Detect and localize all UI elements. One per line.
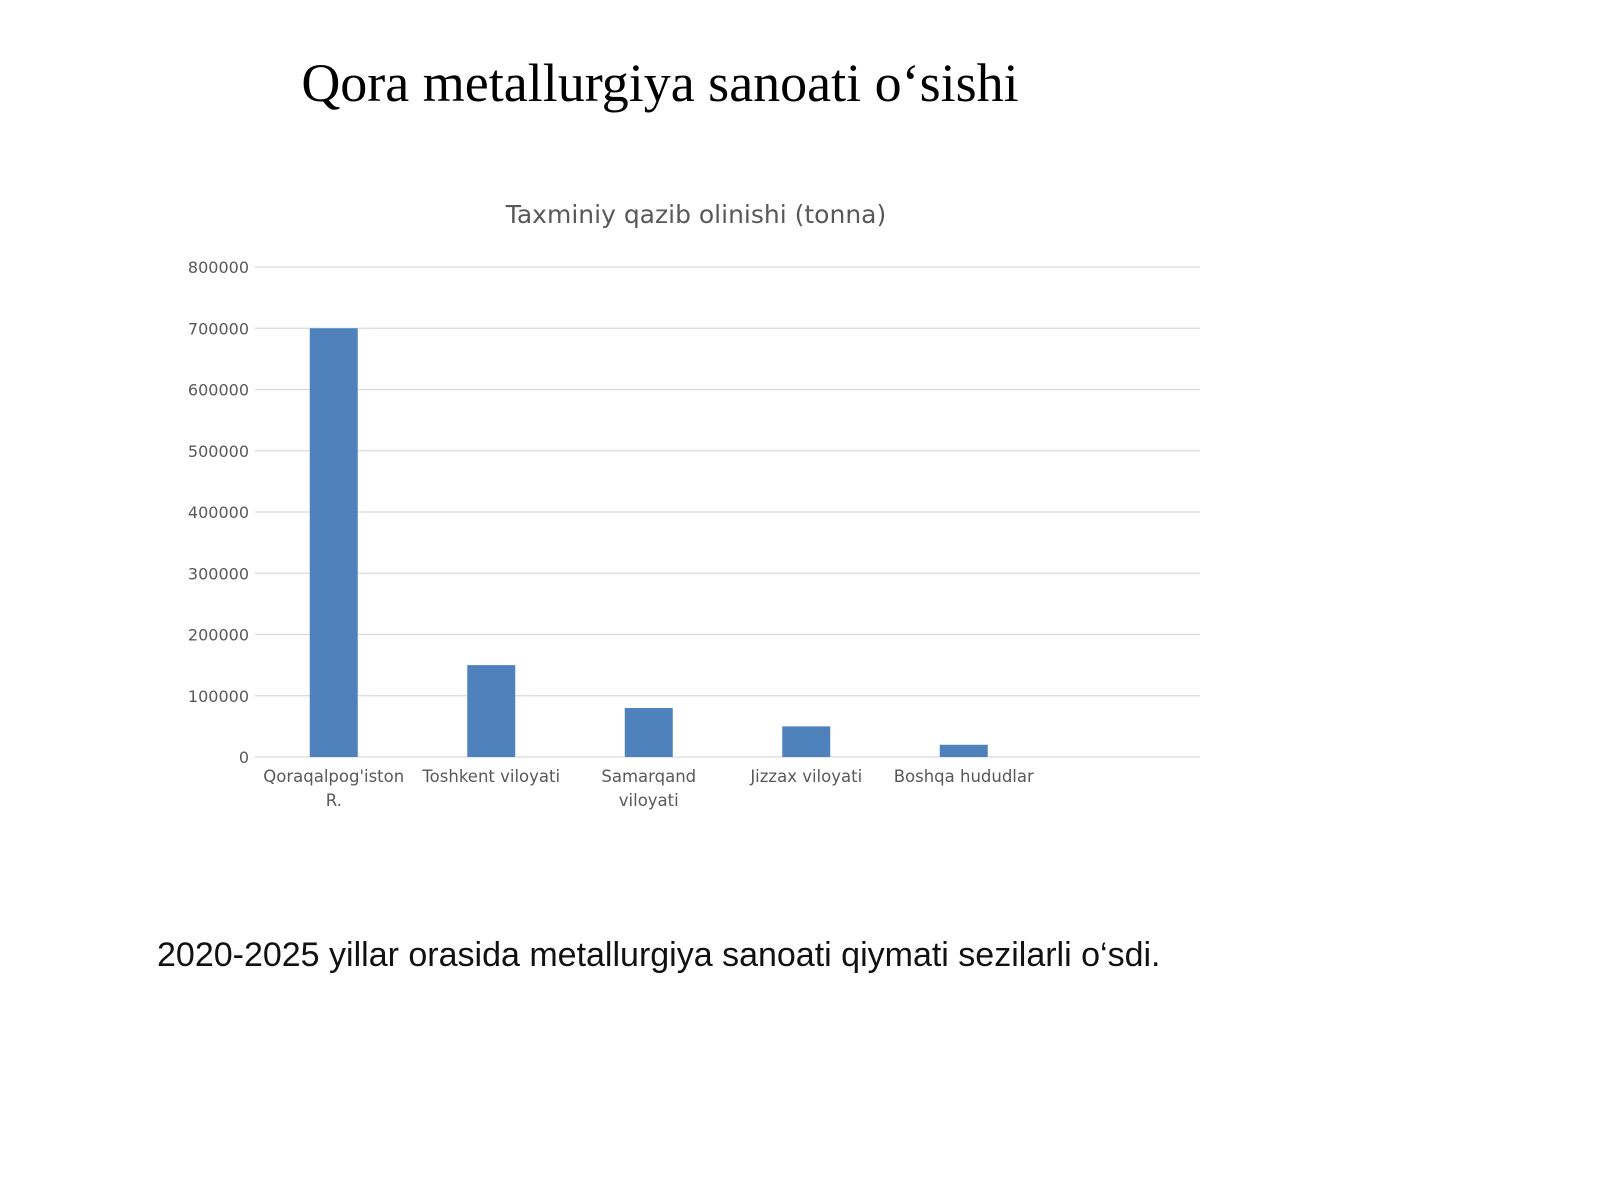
- bar: [940, 745, 988, 757]
- y-tick-label: 800000: [187, 258, 249, 277]
- x-tick-label-line: R.: [325, 791, 342, 810]
- x-tick-label-line: viloyati: [618, 791, 679, 810]
- y-axis-ticks: [188, 258, 249, 767]
- y-tick-label: 100000: [187, 686, 249, 706]
- y-tick-label: 600000: [187, 380, 249, 400]
- bar: [625, 708, 673, 757]
- x-tick-label: [263, 767, 404, 810]
- x-tick-label-line: Toshkent viloyati: [422, 767, 561, 786]
- x-tick-label: [749, 767, 862, 786]
- x-axis-labels: [263, 767, 1034, 810]
- y-tick-label: 200000: [187, 625, 249, 645]
- x-tick-label-line: Qoraqalpog'iston: [263, 767, 405, 786]
- y-tick-label: 500000: [187, 441, 249, 461]
- footer-caption: 2020-2025 yillar orasida metallurgiya sanoati qiymati sezilarli o‘sdi.: [157, 936, 1161, 974]
- y-tick-label: 300000: [187, 564, 249, 584]
- gridlines: [255, 267, 1200, 757]
- slide-title: Qora metallurgiya sanoati o‘sishi: [301, 53, 1019, 113]
- x-tick-label-line: Jizzax viloyati: [750, 767, 863, 786]
- y-tick-label: 700000: [187, 319, 249, 339]
- bar: [310, 328, 358, 757]
- x-tick-label-line: Boshqa hududlar: [893, 767, 1034, 786]
- y-tick-label: 0: [238, 748, 249, 767]
- bar: [467, 665, 515, 757]
- bars: [310, 328, 988, 757]
- y-tick-label: 400000: [187, 503, 249, 522]
- x-tick-label: [894, 767, 1034, 786]
- bar: [782, 726, 830, 757]
- x-tick-label-line: Samarqand: [601, 767, 697, 786]
- chart-title: Taxminiy qazib olinishi (tonna): [505, 200, 887, 229]
- x-tick-label: [421, 767, 560, 786]
- x-tick-label: [601, 767, 696, 810]
